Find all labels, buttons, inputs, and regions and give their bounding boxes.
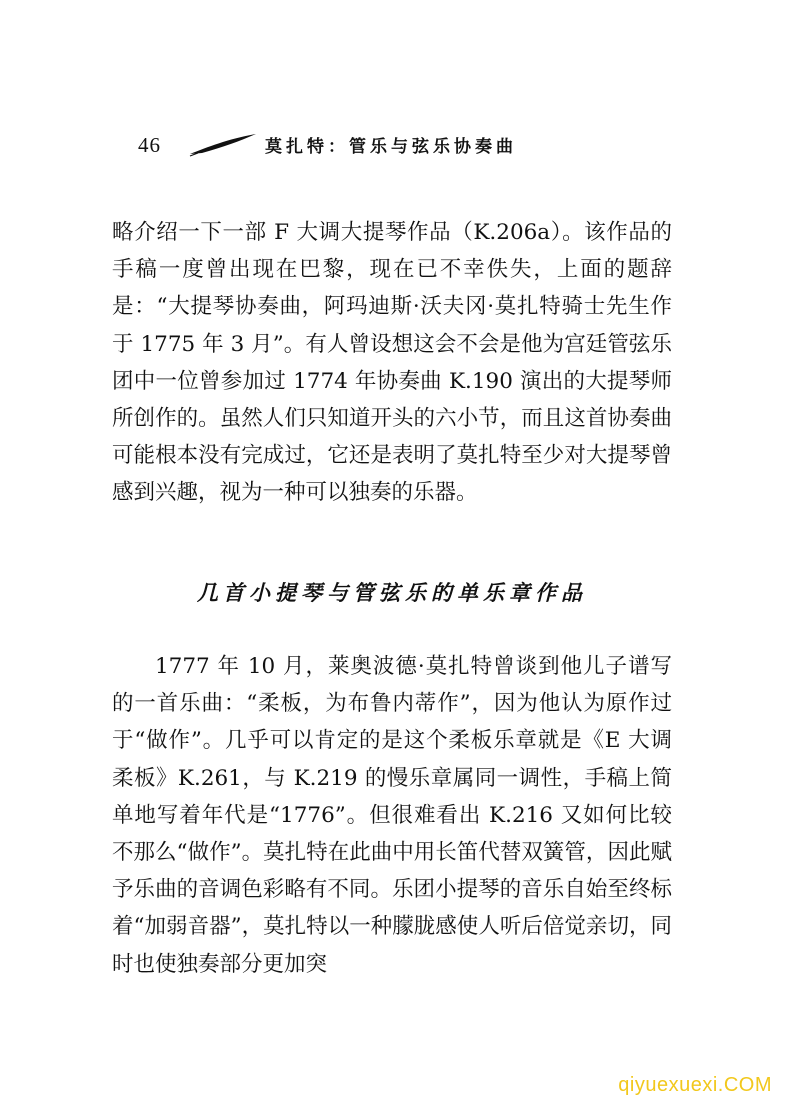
section-heading: 几首小提琴与管弦乐的单乐章作品 <box>197 581 587 605</box>
page-number: 46 <box>138 133 161 157</box>
running-header <box>138 130 698 164</box>
running-title: 莫扎特：管乐与弦乐协奏曲 <box>265 137 517 157</box>
paragraph-2 <box>112 648 672 983</box>
paragraph-text: 1777 年 10 月，莱奥波德·莫扎特曾谈到他儿子谱写的一首乐曲：“柔板，为布鲁内蒂作”，因为他认为原作过于“做作”。几乎可以肯定的是这个柔板乐章就是《E 大调柔板》K.261，与 K.219 的慢乐章属同一调性，手稿上简单地写着年代是“1776”。但很难看出 K.216 又如何比较不那么“做作”。莫扎特在此曲中用长笛代替双簧管，因此赋予乐曲的音调色彩略有不同。乐团小提琴的音乐自始至终标着“加弱音器”，莫扎特以一种朦胧感使人听后倍觉亲切，同时也使独奏部分更加突 <box>112 654 672 977</box>
paragraph-text: 略介绍一下一部 F 大调大提琴作品（K.206a）。该作品的手稿一度曾出现在巴黎，现在已不幸佚失，上面的题辞是：“大提琴协奏曲，阿玛迪斯·沃夫冈·莫扎特骑士先生作于 1775 年 3 月”。有人曾设想这会不会是他为宫廷管弦乐团中一位曾参加过 1774 年协奏曲 K.190 演出的大提琴师所创作的。虽然人们只知道开头的六小节，而且这首协奏曲可能根本没有完成过，它还是表明了莫扎特至少对大提琴曾感到兴趣，视为一种可以独奏的乐器。 <box>112 220 672 506</box>
paragraph-1 <box>112 214 672 512</box>
site-watermark: qiyuexuexi.COM <box>618 1074 772 1096</box>
quill-pen-icon <box>188 133 258 157</box>
